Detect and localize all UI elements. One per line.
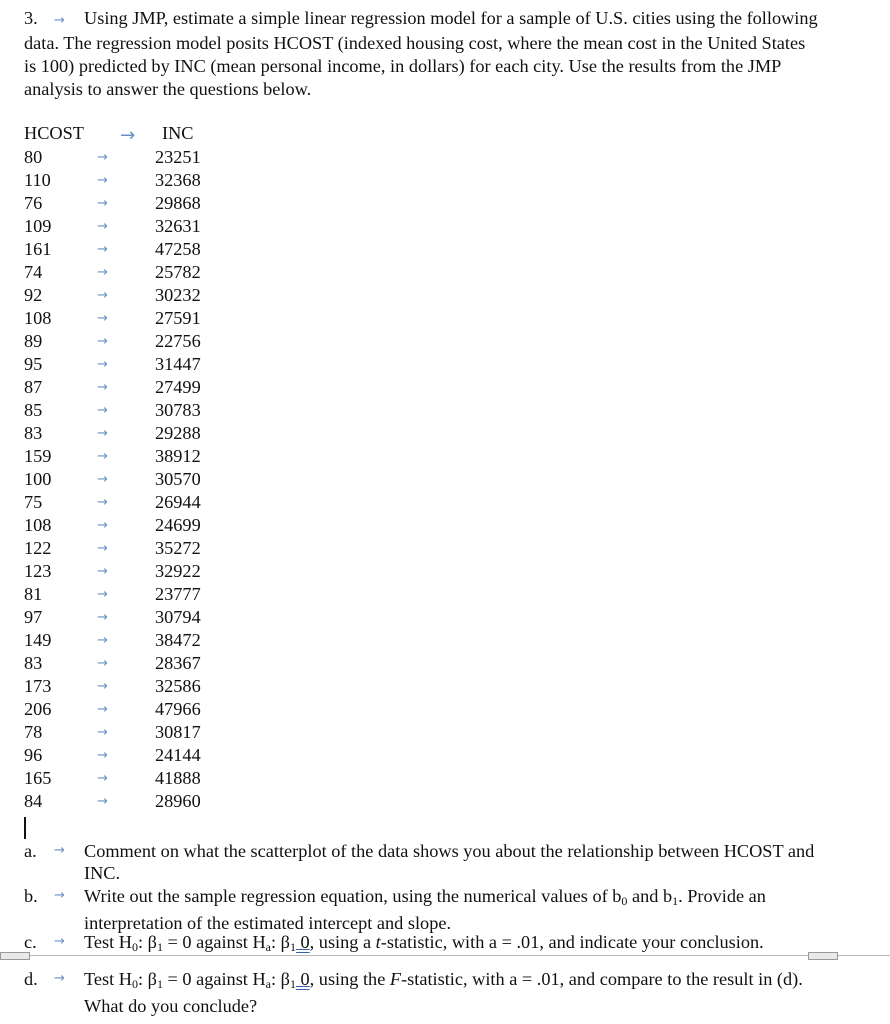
hcost-cell: 161	[24, 239, 52, 259]
data-table	[0, 146, 300, 813]
table-row	[0, 330, 300, 353]
tab-mark-icon: →	[97, 656, 108, 671]
header-inc: INC	[162, 123, 194, 143]
hcost-cell: 75	[24, 492, 43, 512]
tab-mark-icon: →	[97, 587, 108, 602]
intro-line-1: 3. → Using JMP, estimate a simple linear regression model for a sample of U.S. cities using the following	[24, 7, 874, 32]
header-hcost: HCOST	[24, 123, 84, 143]
tab-mark-icon: →	[97, 334, 108, 349]
hcost-cell: 92	[24, 285, 43, 305]
table-row	[0, 721, 300, 744]
hcost-cell: 109	[24, 216, 52, 236]
hcost-cell: 96	[24, 745, 43, 765]
table-row	[0, 583, 300, 606]
tab-mark-icon: →	[97, 748, 108, 763]
hcost-cell: 76	[24, 193, 43, 213]
question-a	[24, 840, 876, 884]
question-d-line-2: What do you conclude?	[84, 996, 258, 1016]
tab-mark-icon: →	[54, 13, 65, 28]
hcost-cell: 84	[24, 791, 43, 811]
question-a-line-2: INC.	[84, 863, 121, 883]
question-c-label: c.	[24, 932, 37, 952]
table-row	[0, 514, 300, 537]
inc-cell: 32631	[155, 216, 201, 236]
inc-cell: 47258	[155, 239, 201, 259]
hcost-cell: 83	[24, 653, 43, 673]
tab-mark-icon: →	[97, 679, 108, 694]
tab-mark-icon: →	[97, 564, 108, 579]
hcost-cell: 87	[24, 377, 43, 397]
question-a-line-1: Comment on what the scatterplot of the data shows you about the relationship between HCOST and	[84, 841, 815, 861]
inc-cell: 30232	[155, 285, 201, 305]
tab-mark-icon: →	[97, 771, 108, 786]
inc-cell: 28960	[155, 791, 201, 811]
inc-cell: 29288	[155, 423, 201, 443]
tab-mark-icon: →	[97, 311, 108, 326]
table-row	[0, 629, 300, 652]
hcost-cell: 165	[24, 768, 52, 788]
inc-cell: 38472	[155, 630, 201, 650]
hcost-cell: 159	[24, 446, 52, 466]
table-row	[0, 376, 300, 399]
tab-mark-icon: →	[97, 265, 108, 280]
inc-cell: 32586	[155, 676, 201, 696]
inc-cell: 29868	[155, 193, 201, 213]
tab-mark-icon: →	[97, 702, 108, 717]
hcost-cell: 95	[24, 354, 43, 374]
inc-cell: 24699	[155, 515, 201, 535]
table-row	[0, 238, 300, 261]
table-row	[0, 215, 300, 238]
inc-cell: 27591	[155, 308, 201, 328]
inc-cell: 27499	[155, 377, 201, 397]
table-row	[0, 606, 300, 629]
table-row	[0, 192, 300, 215]
tab-mark-icon: →	[97, 426, 108, 441]
intro-line-3: is 100) predicted by INC (mean personal income, in dollars) for each city. Use the results from the JMP	[24, 56, 782, 76]
table-row	[0, 560, 300, 583]
hcost-cell: 123	[24, 561, 52, 581]
tab-mark-icon: →	[97, 242, 108, 257]
inc-cell: 30570	[155, 469, 201, 489]
hcost-cell: 149	[24, 630, 52, 650]
table-row	[0, 744, 300, 767]
question-a-label: a.	[24, 841, 37, 861]
inc-cell: 22756	[155, 331, 201, 351]
inc-cell: 41888	[155, 768, 201, 788]
tab-mark-icon: →	[54, 843, 65, 858]
table-row	[0, 399, 300, 422]
tab-mark-icon: →	[97, 219, 108, 234]
hcost-cell: 78	[24, 722, 43, 742]
hcost-cell: 173	[24, 676, 52, 696]
tab-mark-icon: →	[54, 971, 65, 986]
tab-mark-icon: →	[97, 725, 108, 740]
tab-mark-icon: →	[54, 934, 65, 949]
hcost-cell: 81	[24, 584, 43, 604]
question-d-label: d.	[24, 969, 38, 989]
inc-cell: 38912	[155, 446, 201, 466]
tab-mark-icon: →	[97, 150, 108, 165]
table-row	[0, 353, 300, 376]
inc-cell: 25782	[155, 262, 201, 282]
problem-intro	[24, 7, 874, 101]
hcost-cell: 206	[24, 699, 52, 719]
question-b-line-2: interpretation of the estimated intercept and slope.	[84, 913, 452, 933]
text-cursor	[24, 817, 26, 839]
table-row	[0, 169, 300, 192]
inc-cell: 32368	[155, 170, 201, 190]
tab-mark-icon: →	[97, 173, 108, 188]
inc-cell: 26944	[155, 492, 201, 512]
table-row	[0, 767, 300, 790]
tab-mark-icon: →	[97, 794, 108, 809]
tab-mark-icon: →	[97, 541, 108, 556]
table-row	[0, 445, 300, 468]
question-d	[24, 968, 876, 1017]
table-row	[0, 146, 300, 169]
table-row	[0, 422, 300, 445]
hcost-cell: 85	[24, 400, 43, 420]
tab-mark-icon: →	[97, 472, 108, 487]
tab-mark-icon: →	[97, 288, 108, 303]
table-row	[0, 790, 300, 813]
page-break-line	[0, 955, 890, 956]
table-row	[0, 652, 300, 675]
hcost-cell: 89	[24, 331, 43, 351]
hcost-cell: 83	[24, 423, 43, 443]
inc-cell: 47966	[155, 699, 201, 719]
inc-cell: 32922	[155, 561, 201, 581]
page-break-marker	[0, 950, 890, 961]
hcost-cell: 108	[24, 515, 52, 535]
inc-cell: 30794	[155, 607, 201, 627]
tab-mark-icon: →	[97, 633, 108, 648]
table-row	[0, 284, 300, 307]
table-row	[0, 675, 300, 698]
tab-mark-icon: →	[97, 380, 108, 395]
question-c-line-1: Test $H_0$: $\beta_1 = 0$ against $H_a$: $\beta_1$ 0, using a t-statistic, with a = .01, and indicate your conclusion.	[84, 932, 764, 954]
hcost-cell: 122	[24, 538, 52, 558]
hcost-cell: 80	[24, 147, 43, 167]
inc-cell: 35272	[155, 538, 201, 558]
question-b-line-1: Write out the sample regression equation, using the numerical values of $b_0$ and $b_1$. Provide an	[84, 886, 766, 908]
table-row	[0, 307, 300, 330]
inc-cell: 23251	[155, 147, 201, 167]
intro-line-2: data. The regression model posits HCOST (indexed housing cost, where the mean cost in the United States	[24, 33, 806, 53]
hcost-cell: 74	[24, 262, 43, 282]
tab-mark-icon: →	[97, 403, 108, 418]
question-d-line-1: Test $H_0$: $\beta_1 = 0$ against $H_a$: $\beta_1$ 0, using the F-statistic, with a = .01, and compare to the result in (d).	[84, 969, 803, 991]
tab-mark-icon: →	[97, 449, 108, 464]
inc-cell: 30817	[155, 722, 201, 742]
question-b	[24, 885, 876, 934]
inc-cell: 31447	[155, 354, 201, 374]
table-row	[0, 698, 300, 721]
hcost-cell: 100	[24, 469, 52, 489]
problem-number: 3.	[24, 8, 38, 28]
tab-mark-icon: →	[97, 357, 108, 372]
inc-cell: 30783	[155, 400, 201, 420]
inc-cell: 24144	[155, 745, 201, 765]
tab-mark-icon: →	[120, 125, 136, 146]
inc-cell: 28367	[155, 653, 201, 673]
table-row	[0, 491, 300, 514]
inc-cell: 23777	[155, 584, 201, 604]
tab-mark-icon: →	[97, 610, 108, 625]
page-break-left-handle	[0, 952, 30, 960]
table-row	[0, 537, 300, 560]
tab-mark-icon: →	[97, 495, 108, 510]
tab-mark-icon: →	[97, 518, 108, 533]
intro-line-4: analysis to answer the questions below.	[24, 79, 312, 99]
hcost-cell: 97	[24, 607, 43, 627]
hcost-cell: 110	[24, 170, 51, 190]
table-row	[0, 261, 300, 284]
tab-mark-icon: →	[54, 888, 65, 903]
page-break-right-handle	[808, 952, 838, 960]
hcost-cell: 108	[24, 308, 52, 328]
table-row	[0, 468, 300, 491]
question-b-label: b.	[24, 886, 38, 906]
tab-mark-icon: →	[97, 196, 108, 211]
